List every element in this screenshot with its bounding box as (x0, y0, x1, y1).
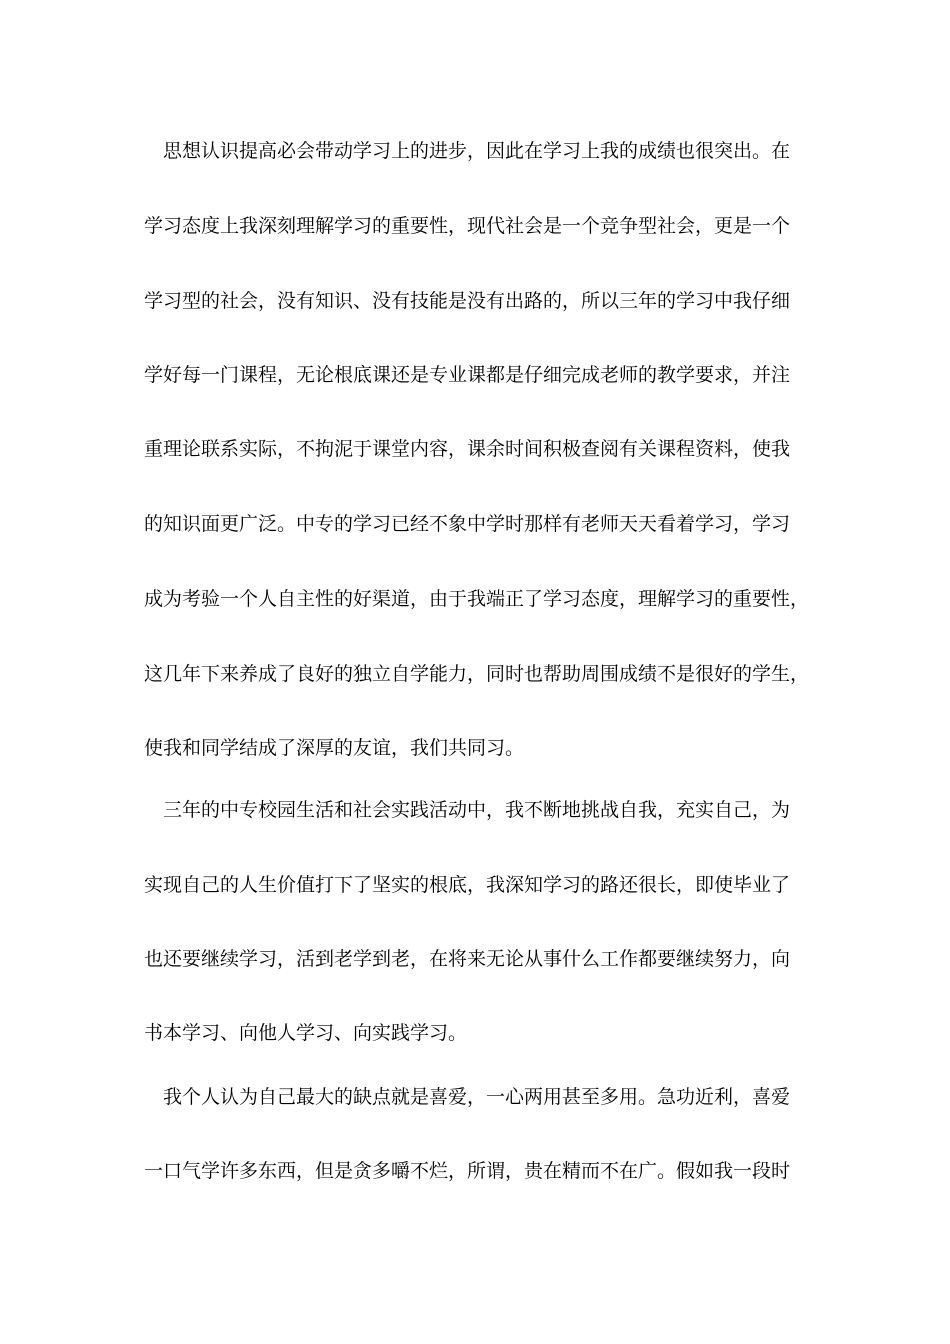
text-line: 这几年下来养成了良好的独立自学能力，同时也帮助周围成绩不是很好的学生， (144, 663, 810, 685)
text-line: 书本学习、向他人学习、向实践学习。 (144, 1022, 468, 1044)
text-line: 学好每一门课程，无论根底课还是专业课都是仔细完成老师的教学要求，并注 (144, 364, 791, 386)
text-line: 思想认识提高必会带动学习上的进步，因此在学习上我的成绩也很突出。在 (163, 140, 791, 162)
text-line: 使我和同学结成了深厚的友谊，我们共同习。 (144, 737, 525, 759)
text-line: 实现自己的人生价值打下了坚实的根底，我深知学习的路还很长，即使毕业了 (144, 874, 791, 896)
text-line: 学习型的社会，没有知识、没有技能是没有出路的，所以三年的学习中我仔细 (144, 290, 791, 312)
text-line: 三年的中专校园生活和社会实践活动中，我不断地挑战自我，充实自己，为 (163, 799, 791, 821)
text-line: 我个人认为自己最大的缺点就是喜爱，一心两用甚至多用。急功近利，喜爱 (163, 1086, 791, 1108)
text-line: 成为考验一个人自主性的好渠道，由于我端正了学习态度，理解学习的重要性， (144, 588, 810, 610)
text-line: 的知识面更广泛。中专的学习已经不象中学时那样有老师天天看着学习，学习 (144, 513, 791, 535)
text-line: 一口气学许多东西，但是贪多嚼不烂，所谓，贵在精而不在广。假如我一段时 (144, 1160, 791, 1182)
text-line: 重理论联系实际，不拘泥于课堂内容，课余时间积极查阅有关课程资料，使我 (144, 438, 791, 460)
text-line: 也还要继续学习，活到老学到老，在将来无论从事什么工作都要继续努力，向 (144, 948, 791, 970)
text-line: 学习态度上我深刻理解学习的重要性，现代社会是一个竞争型社会，更是一个 (144, 215, 791, 237)
